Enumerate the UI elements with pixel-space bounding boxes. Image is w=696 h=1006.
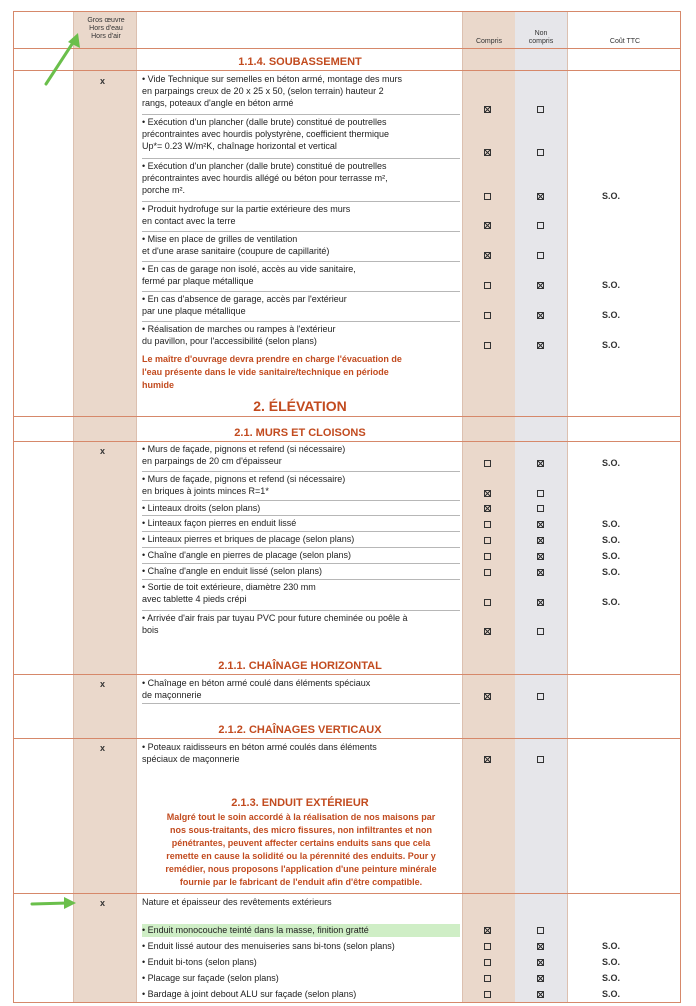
section-title-soubassement: 1.1.4. SOUBASSEMENT [238, 56, 362, 68]
murs-item: • Linteaux pierres et briques de placage (selon plans) [142, 533, 460, 548]
checkbox-non-compris[interactable] [537, 975, 544, 982]
checkbox-compris[interactable] [484, 943, 491, 950]
checkbox-non-compris[interactable] [537, 943, 544, 950]
checkbox-non-compris[interactable] [537, 553, 544, 560]
section-title-enduit-exterieur: 2.1.3. ENDUIT EXTÉRIEUR [231, 797, 369, 809]
checkbox-compris[interactable] [484, 460, 491, 467]
checkbox-compris[interactable] [484, 282, 491, 289]
cost-so: S.O. [602, 340, 621, 350]
cost-so: S.O. [602, 989, 621, 999]
included-mark: x [100, 743, 106, 753]
cost-so: S.O. [602, 567, 621, 577]
header-gros-oeuvre: Gros œuvre Hors d'eau Hors d'air [87, 17, 125, 40]
murs-item: • Linteaux droits (selon plans) [142, 502, 460, 516]
included-mark: x [100, 679, 106, 689]
divider [13, 416, 681, 417]
included-mark: x [100, 446, 106, 456]
murs-item: • Arrivée d'air frais par tuyau PVC pour future cheminée ou poêle à bois [142, 613, 408, 635]
checkbox-non-compris[interactable] [537, 756, 544, 763]
cost-so: S.O. [602, 458, 621, 468]
checkbox-non-compris[interactable] [537, 959, 544, 966]
checkbox-compris[interactable] [484, 537, 491, 544]
soubassement-item: • Exécution d'un plancher (dalle brute) constitué de poutrelles précontraintes avec hourdis polystyrène, coefficient thermique Up*= 0.23 W/m²K, chaînage horizontal et vertical [142, 116, 460, 159]
checkbox-compris[interactable] [484, 252, 491, 259]
checkbox-non-compris[interactable] [537, 342, 544, 349]
checkbox-compris[interactable] [484, 599, 491, 606]
checkbox-compris[interactable] [484, 505, 491, 512]
checkbox-non-compris[interactable] [537, 991, 544, 998]
checkbox-compris[interactable] [484, 149, 491, 156]
cost-so: S.O. [602, 535, 621, 545]
included-mark: x [100, 76, 106, 86]
enduit-heading: Nature et épaisseur des revêtements extérieurs [142, 897, 332, 907]
checkbox-non-compris[interactable] [537, 569, 544, 576]
checkbox-non-compris[interactable] [537, 521, 544, 528]
checkbox-compris[interactable] [484, 975, 491, 982]
divider [13, 441, 681, 442]
checkbox-compris[interactable] [484, 222, 491, 229]
checkbox-non-compris[interactable] [537, 106, 544, 113]
checkbox-non-compris[interactable] [537, 693, 544, 700]
murs-item: • Chaîne d'angle en pierres de placage (selon plans) [142, 549, 460, 564]
divider [13, 738, 681, 739]
cost-so: S.O. [602, 280, 621, 290]
soubassement-item: • Mise en place de grilles de ventilation et d'une arase sanitaire (coupure de capillarité) [142, 233, 460, 262]
checkbox-non-compris[interactable] [537, 312, 544, 319]
checkbox-non-compris[interactable] [537, 628, 544, 635]
checkbox-non-compris[interactable] [537, 490, 544, 497]
cost-so: S.O. [602, 941, 621, 951]
cost-so: S.O. [602, 310, 621, 320]
murs-item: • Murs de façade, pignons et refend (si nécessaire) en parpaings de 20 cm d'épaisseur [142, 443, 460, 472]
soubassement-item: • Réalisation de marches ou rampes à l'extérieur du pavillon, pour l'accessibilité (selon plans) [142, 324, 336, 346]
checkbox-non-compris[interactable] [537, 149, 544, 156]
checkbox-non-compris[interactable] [537, 537, 544, 544]
murs-item: • Linteaux façon pierres en enduit lissé [142, 517, 460, 532]
divider [13, 70, 681, 71]
header-cout-ttc: Coût TTC [609, 38, 641, 45]
item-chainage-vertical: • Poteaux raidisseurs en béton armé coulés dans éléments spéciaux de maçonnerie [142, 742, 377, 764]
soubassement-item: • Produit hydrofuge sur la partie extérieure des murs en contact avec la terre [142, 203, 460, 232]
checkbox-compris[interactable] [484, 693, 491, 700]
checkbox-non-compris[interactable] [537, 193, 544, 200]
enduit-item: • Placage sur façade (selon plans) [142, 973, 279, 983]
enduit-item: • Enduit bi-tons (selon plans) [142, 957, 257, 967]
cost-so: S.O. [602, 519, 621, 529]
checkbox-compris[interactable] [484, 193, 491, 200]
divider [13, 48, 681, 49]
checkbox-non-compris[interactable] [537, 460, 544, 467]
checkbox-compris[interactable] [484, 521, 491, 528]
arrow-icon [30, 894, 80, 912]
murs-item: • Murs de façade, pignons et refend (si nécessaire) en briques à joints minces R=1* [142, 473, 460, 501]
checkbox-non-compris[interactable] [537, 599, 544, 606]
enduit-item: • Enduit lissé autour des menuiseries sans bi-tons (selon plans) [142, 941, 395, 951]
cost-so: S.O. [602, 973, 621, 983]
section-title-chainage-horizontal: 2.1.1. CHAÎNAGE HORIZONTAL [218, 660, 382, 672]
checkbox-non-compris[interactable] [537, 282, 544, 289]
checkbox-compris[interactable] [484, 756, 491, 763]
checkbox-compris[interactable] [484, 927, 491, 934]
checkbox-compris[interactable] [484, 553, 491, 560]
soubassement-item: • En cas d'absence de garage, accès par l'extérieur par une plaque métallique [142, 293, 460, 322]
section-title-chainages-verticaux: 2.1.2. CHAÎNAGES VERTICAUX [218, 724, 382, 736]
murs-item: • Sortie de toit extérieure, diamètre 230 mm avec tablette 4 pieds crépi [142, 581, 460, 611]
enduit-item: • Bardage à joint debout ALU sur façade (selon plans) [142, 989, 357, 999]
enduit-item: • Enduit monocouche teinté dans la masse, finition gratté [142, 924, 460, 937]
murs-item: • Chaîne d'angle en enduit lissé (selon plans) [142, 565, 460, 580]
section-title-murs-cloisons: 2.1. MURS ET CLOISONS [234, 427, 366, 439]
checkbox-non-compris[interactable] [537, 252, 544, 259]
checkbox-compris[interactable] [484, 312, 491, 319]
checkbox-compris[interactable] [484, 569, 491, 576]
included-mark: x [100, 898, 106, 908]
cost-so: S.O. [602, 597, 621, 607]
checkbox-compris[interactable] [484, 106, 491, 113]
header-compris: Compris [475, 38, 503, 45]
divider [13, 893, 681, 894]
divider [13, 674, 681, 675]
checkbox-non-compris[interactable] [537, 222, 544, 229]
arrow-icon [40, 30, 85, 88]
header-non-compris: Non compris [528, 30, 554, 45]
section-title-elevation: 2. ÉLÉVATION [253, 398, 347, 414]
cost-so: S.O. [602, 191, 621, 201]
note-soubassement: Le maître d'ouvrage devra prendre en charge l'évacuation de l'eau présente dans le vide sanitaire/technique en période humide [142, 354, 402, 390]
checkbox-compris[interactable] [484, 628, 491, 635]
checkbox-non-compris[interactable] [537, 927, 544, 934]
checkbox-compris[interactable] [484, 991, 491, 998]
checkbox-non-compris[interactable] [537, 505, 544, 512]
note-enduit: Malgré tout le soin accordé à la réalisation de nos maisons par nos sous-traitants, des micro fissures, non infiltrantes et non pénétrantes, peuvent affecter certains enduits sans que cela remette en cause la solidité ou la pérennité des enduits. Pour y remédier, nous proposons l'application d'une peinture minérale fournie par le fabricant de l'enduit afin d'être compatible. [165, 812, 437, 887]
soubassement-item: • Exécution d'un plancher (dalle brute) constitué de poutrelles précontraintes avec hourdis allégé ou béton pour terrasse m², porche m². [142, 160, 460, 202]
checkbox-compris[interactable] [484, 959, 491, 966]
checkbox-compris[interactable] [484, 490, 491, 497]
cost-so: S.O. [602, 551, 621, 561]
cost-so: S.O. [602, 957, 621, 967]
checkbox-compris[interactable] [484, 342, 491, 349]
soubassement-item: • Vide Technique sur semelles en béton armé, montage des murs en parpaings creux de 20 x 25 x 50, (selon terrain) hauteur 2 rangs, poteaux d'angle en béton armé [142, 73, 460, 115]
item-chainage-horizontal: • Chaînage en béton armé coulé dans éléments spéciaux de maçonnerie [142, 677, 460, 704]
soubassement-item: • En cas de garage non isolé, accès au vide sanitaire, fermé par plaque métallique [142, 263, 460, 292]
